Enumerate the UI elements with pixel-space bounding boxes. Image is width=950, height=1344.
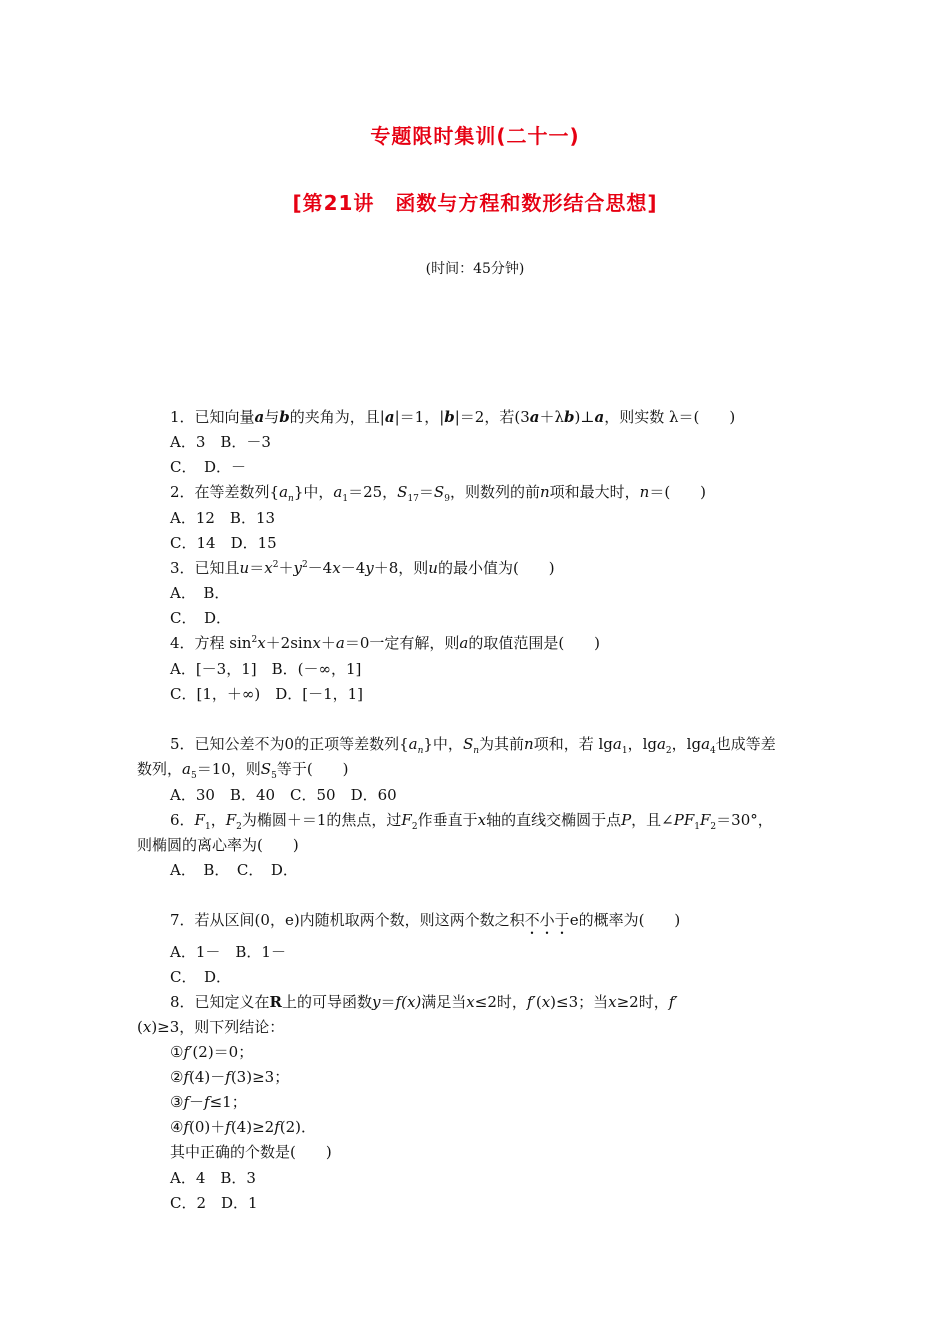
question-7-stem: 7．若从区间(0，e)内随机取两个数，则这两个数之积不小于e的概率为( ): [170, 911, 681, 929]
question-8-options-ab: A．4 B．3: [170, 1169, 256, 1187]
question-5-stem: 5．已知公差不为0的正项等差数列$\{a_n\}$中，$S_n$为其前n项和，若 lga$_1$，lga$_2$，lga$_4$也成等差: [170, 735, 776, 756]
lecture-subtitle: [第21讲 函数与方程和数形结合思想]: [292, 191, 658, 215]
question-4-options-cd: C．[1，＋∞) D．[－1，1]: [170, 685, 364, 703]
emphasis-text: 不小于: [524, 911, 570, 929]
question-2-options-cd: C．14 D．15: [170, 534, 277, 552]
question-8-options-cd: C．2 D．1: [170, 1194, 258, 1212]
question-8-conclusion-3: ③f－f≤1；: [170, 1093, 247, 1111]
question-2-options-ab: A．12 B．13: [170, 509, 276, 527]
question-3-stem: 3．已知且$u=x^2+y^2-4x-4y+8$，则u的最小值为( ): [170, 559, 555, 577]
question-7-options-cd: C． D．: [170, 968, 232, 986]
question-4-stem: 4．方程 $\sin^2x+2\sin x+a=0$一定有解，则a的取值范围是( ): [170, 634, 601, 652]
question-8-stem-continued: (x)≥3，则下列结论：: [137, 1018, 285, 1036]
question-6-stem-continued: 则椭圆的离心率为( ): [137, 836, 299, 854]
page-title: 专题限时集训(二十一): [370, 124, 580, 148]
question-8-conclusion-4: ④f(0)＋f(4)≥2f(2)．: [170, 1118, 316, 1136]
question-6-stem: 6．$F_1$，$F_2$为椭圆＋＝1的焦点，过$F_2$作垂直于x轴的直线交椭圆于点P，且$\angle PF_1F_2=30^\circ$，: [170, 811, 773, 832]
question-3-options-ab: A． B．: [170, 584, 230, 602]
question-8-stem: 8．已知定义在R上的可导函数y＝f(x)满足当x≤2时，f′(x)≤3；当x≥2时，f′: [170, 993, 678, 1011]
question-8-conclusion-1: ①f′(2)＝0；: [170, 1043, 254, 1061]
question-5-options: A．30 B．40 C．50 D．60: [170, 786, 397, 804]
question-7-options-ab: A．1－ B．1－: [170, 943, 286, 961]
question-4-options-ab: A．[－3，1] B．(－∞，1]: [170, 660, 362, 678]
time-limit: (时间：45分钟): [425, 261, 525, 277]
question-2-stem: 2．在等差数列$\{a_n\}$中，$a_1=25$，$S_{17}=S_9$，则数列的前n项和最大时，n＝( ): [170, 483, 707, 504]
question-6-options: A． B． C． D．: [170, 861, 298, 879]
question-8-conclusion-2: ②f(4)－f(3)≥3；: [170, 1068, 290, 1086]
question-1-options-ab: A．3 B．－3: [170, 433, 271, 451]
question-3-options-cd: C． D．: [170, 609, 232, 627]
question-1-options-cd: C． D．－: [170, 458, 247, 476]
question-5-stem-continued: 数列，$a_5=10$，则$S_5$等于( ): [137, 760, 349, 781]
question-1-stem: 1．已知向量a与b的夹角为，且|a|＝1，|b|＝2，若(3a＋λb)⊥a，则实数 λ＝( ): [170, 408, 736, 426]
question-8-prompt: 其中正确的个数是( ): [170, 1143, 332, 1161]
